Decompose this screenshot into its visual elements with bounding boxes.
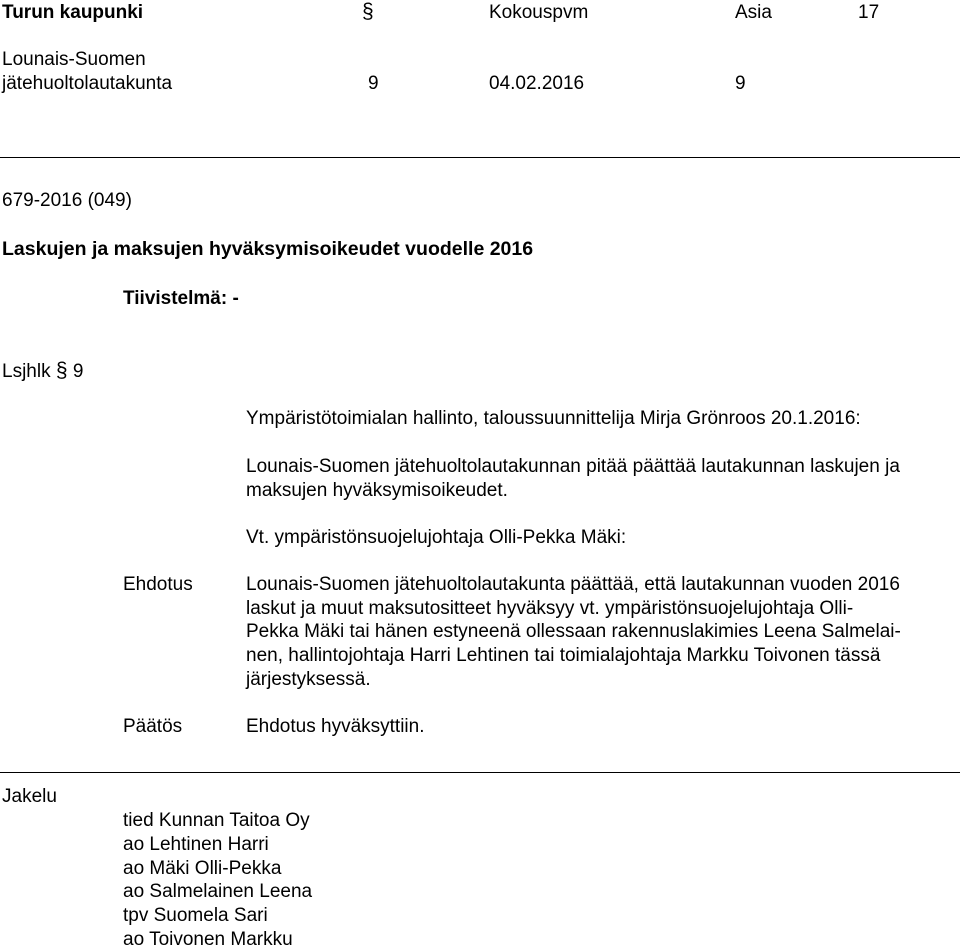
distribution-divider xyxy=(0,772,960,773)
proposal-line: Pekka Mäki tai hänen estyneenä ollessaan rakennuslakimies Leena Salmelai- xyxy=(246,621,901,642)
item-label: Asia xyxy=(735,2,772,23)
distribution-item: ao Mäki Olli-Pekka xyxy=(123,858,282,879)
board-section-ref xyxy=(2,360,83,381)
distribution-label: Jakelu xyxy=(2,786,57,807)
proposal-line: laskut ja muut maksutositteet hyväksyy vt. ympäristönsuojelujohtaja Olli- xyxy=(246,598,854,619)
distribution-item: ao Lehtinen Harri xyxy=(123,834,269,855)
section-number: 9 xyxy=(368,73,379,94)
distribution-item: ao Toivonen Markku xyxy=(123,929,293,950)
presenter-line: Vt. ympäristönsuojelujohtaja Olli-Pekka Mäki: xyxy=(246,527,627,548)
proposal-label: Ehdotus xyxy=(123,574,193,595)
distribution-item: tied Kunnan Taitoa Oy xyxy=(123,810,310,831)
preparation-text-line2: maksujen hyväksymisoikeudet. xyxy=(246,480,508,501)
board-name-line2: jätehuoltolautakunta xyxy=(2,73,173,94)
distribution-item: tpv Suomela Sari xyxy=(123,905,268,926)
summary-line: Tiivistelmä: - xyxy=(123,288,239,309)
board-section-prefix: Lsjhlk xyxy=(2,361,51,382)
item-number: 9 xyxy=(735,73,746,94)
case-reference: 679-2016 (049) xyxy=(2,190,132,211)
preparation-text-line1: Lounais-Suomen jätehuoltolautakunnan pitää päättää lautakunnan laskujen ja xyxy=(246,456,900,477)
proposal-line: järjestyksessä. xyxy=(246,669,371,690)
decision-text: Ehdotus hyväksyttiin. xyxy=(246,716,425,737)
page-number: 17 xyxy=(858,2,880,23)
meeting-date-label: Kokouspvm xyxy=(489,2,589,23)
decision-label: Päätös xyxy=(123,716,183,737)
proposal-line: nen, hallintojohtaja Harri Lehtinen tai toimialajohtaja Markku Toivonen tässä xyxy=(246,645,881,666)
case-title: Laskujen ja maksujen hyväksymisoikeudet vuodelle 2016 xyxy=(2,238,534,260)
meeting-date: 04.02.2016 xyxy=(489,73,585,94)
proposal-line: Lounais-Suomen jätehuoltolautakunta päättää, että lautakunnan vuoden 2016 xyxy=(246,574,900,595)
board-name-line1: Lounais-Suomen xyxy=(2,49,146,70)
board-section-mark: § xyxy=(55,359,68,382)
org-name: Turun kaupunki xyxy=(2,2,144,23)
section-mark: § xyxy=(362,0,374,23)
preparer-line: Ympäristötoimialan hallinto, taloussuunnittelija Mirja Grönroos 20.1.2016: xyxy=(246,408,861,429)
board-section-number: 9 xyxy=(72,361,84,382)
header-divider xyxy=(0,157,960,158)
distribution-item: ao Salmelainen Leena xyxy=(123,881,313,902)
